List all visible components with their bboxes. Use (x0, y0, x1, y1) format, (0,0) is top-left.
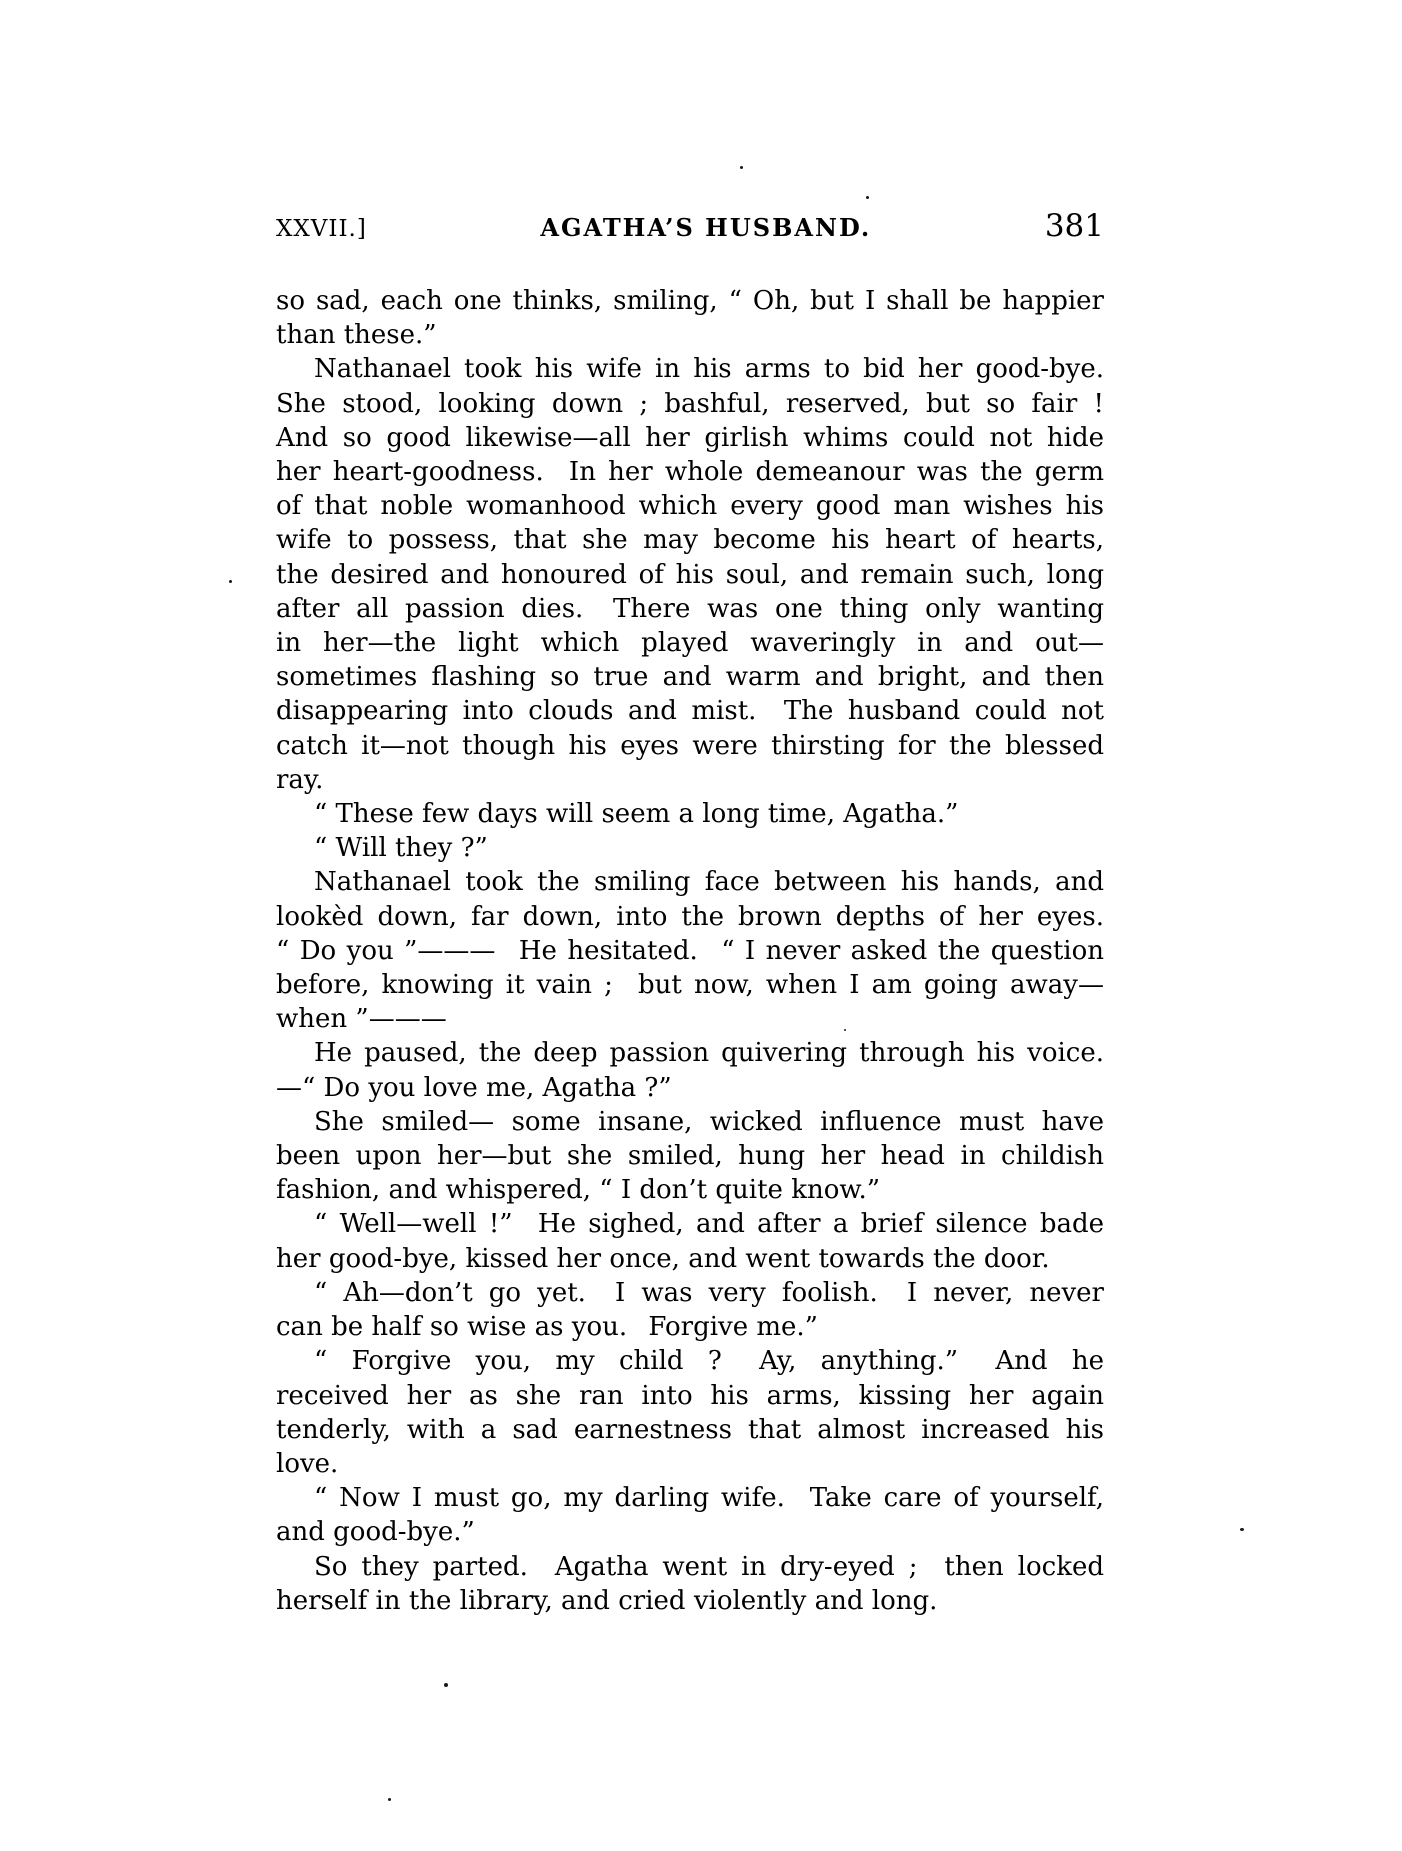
text-line: after all passion dies. There was one thing only wanting (276, 593, 1104, 624)
text-line: disappearing into clouds and mist. The husband could not (276, 696, 1104, 727)
text-line: catch it—not though his eyes were thirsting for the blessed (276, 730, 1104, 761)
text-line: lookèd down, far down, into the brown depths of her eyes. (276, 901, 1104, 932)
text-line: wife to possess, that she may become his heart of hearts, (276, 525, 1104, 556)
scan-speck (740, 166, 743, 169)
text-line: “ Ah—don’t go yet. I was very foolish. I never, never (314, 1277, 1104, 1308)
text-line: “ Forgive you, my child ? Ay, anything.” And he (314, 1346, 1104, 1377)
text-line: the desired and honoured of his soul, and remain such, long (276, 559, 1104, 590)
text-line: “ Do you ”——— He hesitated. “ I never asked the question (276, 935, 1104, 966)
text-line: Nathanael took the smiling face between his hands, and (314, 867, 1104, 898)
page-text (276, 284, 1104, 1618)
text-line: He paused, the deep passion quivering through his voice. (314, 1038, 1104, 1069)
text-line: “ Will they ?” (314, 833, 488, 864)
text-line: And so good likewise—all her girlish whims could not hide (276, 422, 1104, 453)
text-line: Nathanael took his wife in his arms to bid her good-bye. (314, 354, 1104, 385)
text-line: received her as she ran into his arms, kissing her again (276, 1380, 1104, 1411)
chapter-label: XXVII.] (276, 216, 367, 242)
text-line: and good-bye.” (276, 1517, 475, 1548)
text-line: fashion, and whispered, “ I don’t quite know.” (276, 1175, 881, 1206)
text-line: before, knowing it vain ; but now, when I am going away— (276, 970, 1104, 1001)
text-line: “ These few days will seem a long time, Agatha.” (314, 799, 959, 830)
text-line: her good-bye, kissed her once, and went towards the door. (276, 1243, 1050, 1274)
text-line: so sad, each one thinks, smiling, “ Oh, but I shall be happier (276, 286, 1104, 316)
text-line: can be half so wise as you. Forgive me.” (276, 1312, 818, 1343)
scan-speck (388, 1798, 391, 1801)
text-line: tenderly, with a sad earnestness that almost increased his (276, 1414, 1104, 1445)
text-line: She stood, looking down ; bashful, reserved, but so fair ! (276, 388, 1104, 419)
running-title: AGATHA’S HUSBAND. (540, 213, 872, 242)
scan-speck (866, 196, 869, 199)
text-line: ray. (276, 764, 324, 795)
text-line: love. (276, 1448, 339, 1479)
text-line: than these.” (276, 320, 437, 351)
page-header (276, 208, 1104, 244)
scan-speck (444, 1683, 448, 1687)
text-line: —“ Do you love me, Agatha ?” (276, 1072, 672, 1103)
text-line: “ Now I must go, my darling wife. Take care of yourself, (314, 1483, 1104, 1514)
text-line: She smiled— some insane, wicked influence must have (314, 1106, 1104, 1137)
text-line: been upon her—but she smiled, hung her head in childish (276, 1141, 1104, 1172)
scan-speck (844, 1029, 846, 1031)
text-line: of that noble womanhood which every good man wishes his (276, 491, 1104, 522)
scan-speck (229, 580, 232, 583)
text-line: when ”——— (276, 1004, 447, 1035)
text-line: sometimes flashing so true and warm and bright, and then (276, 662, 1104, 693)
text-line: herself in the library, and cried violently and long. (276, 1585, 938, 1616)
scan-speck (1240, 1528, 1244, 1531)
text-line: her heart-goodness. In her whole demeanour was the germ (276, 457, 1104, 488)
text-line: “ Well—well !” He sighed, and after a brief silence bade (314, 1209, 1104, 1240)
page-number: 381 (1044, 208, 1104, 244)
text-line: in her—the light which played waveringly in and out— (276, 628, 1104, 659)
text-line: So they parted. Agatha went in dry-eyed ; then locked (314, 1551, 1104, 1582)
